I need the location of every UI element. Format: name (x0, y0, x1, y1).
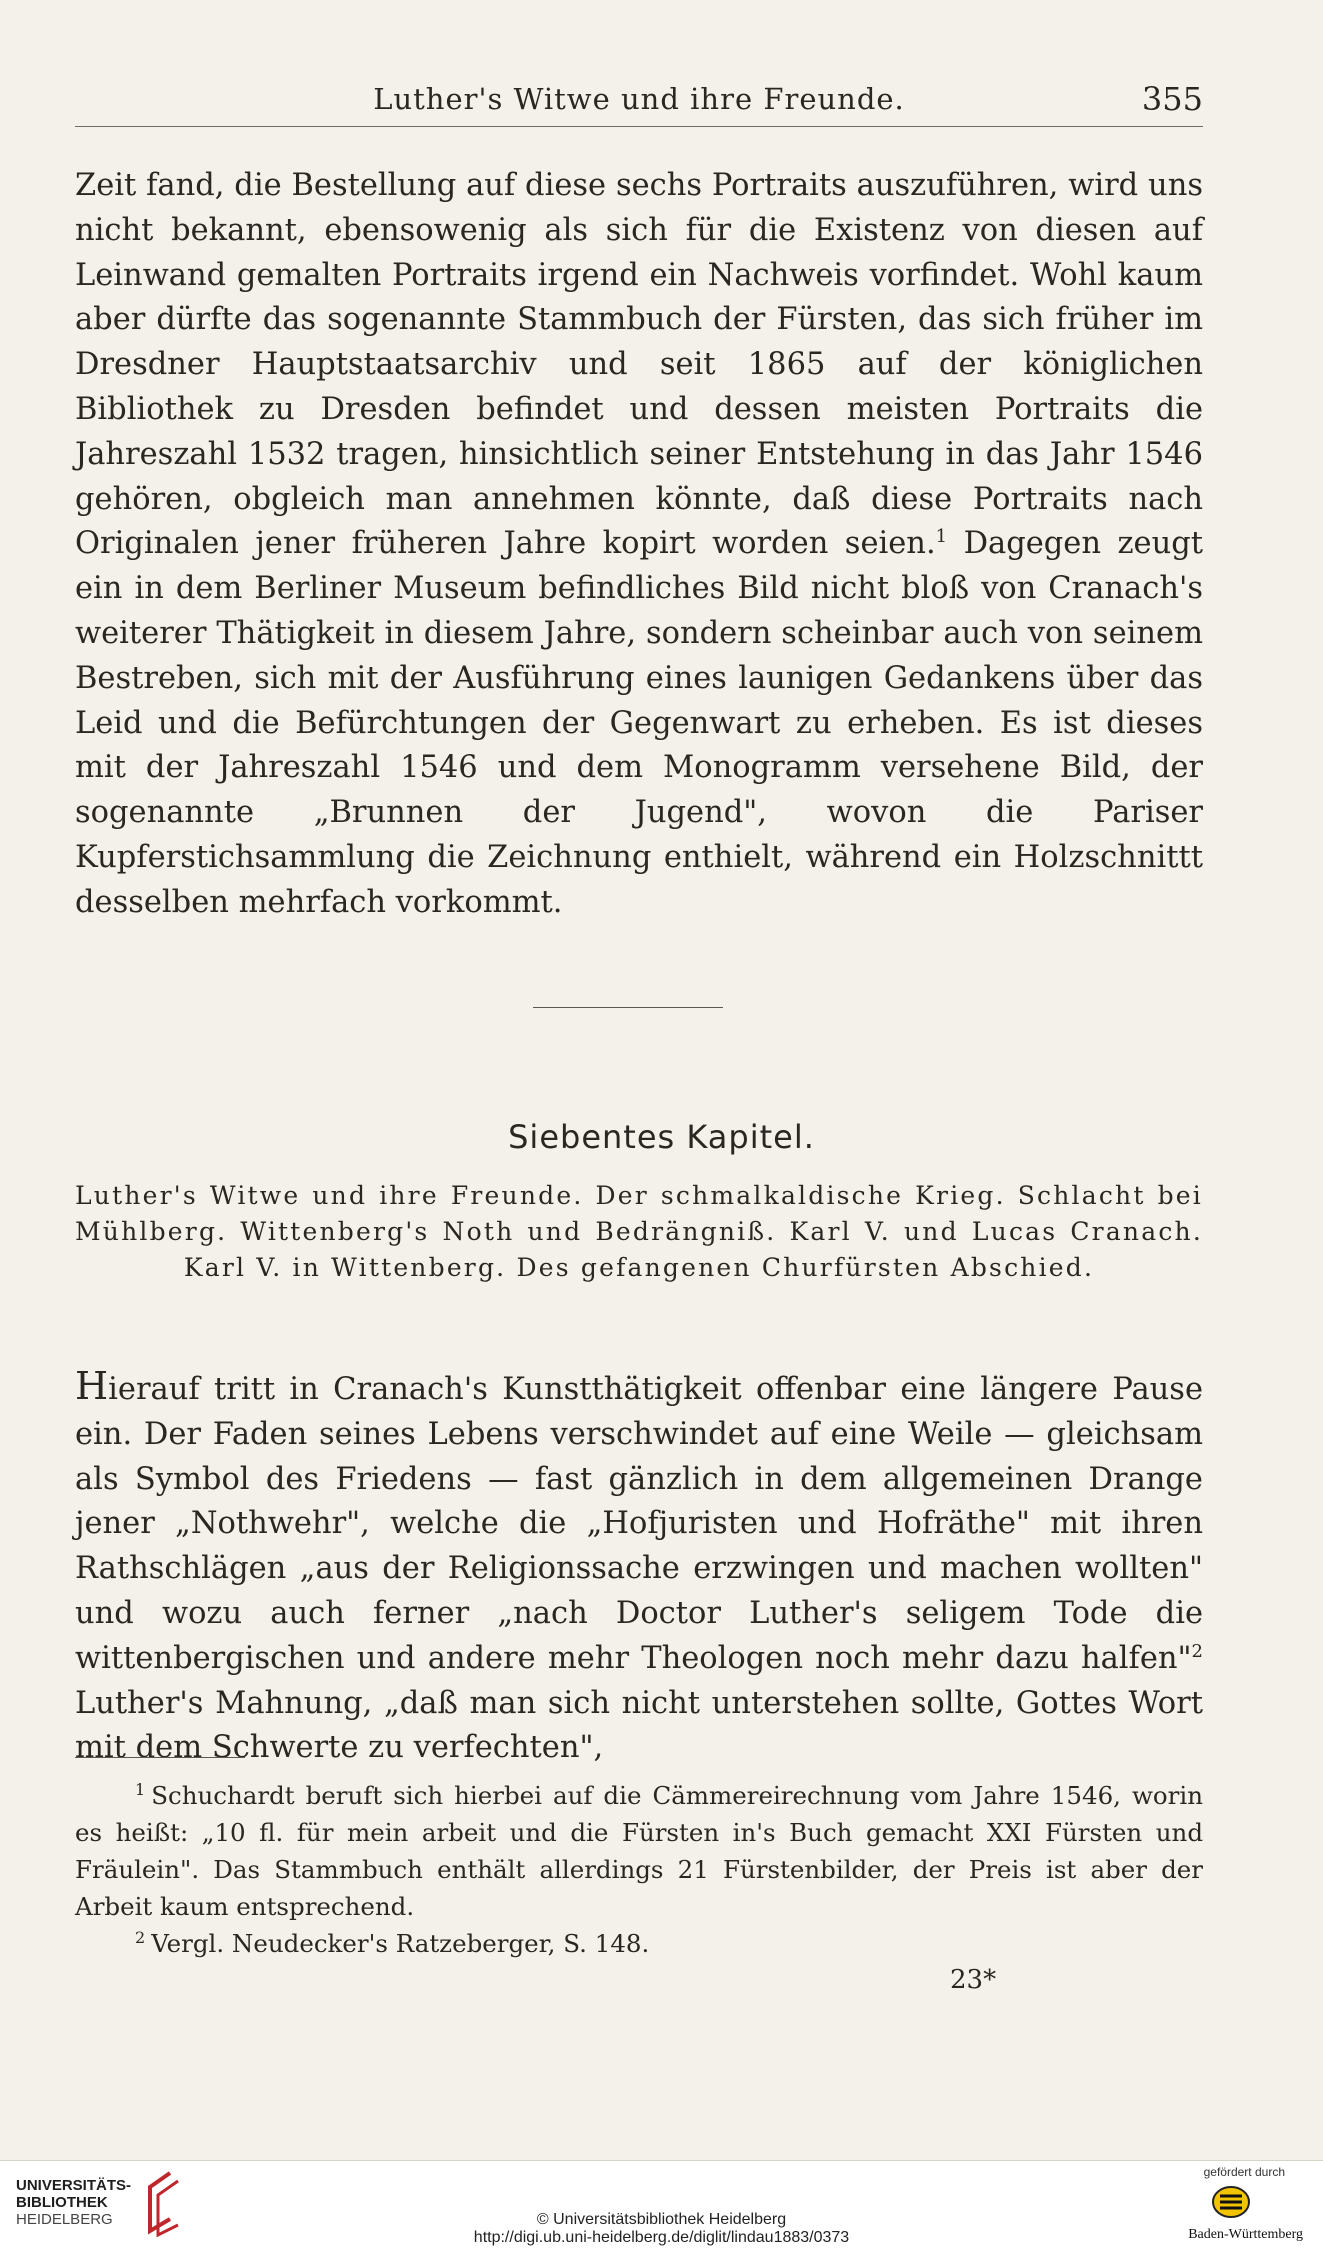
paragraph-text: Zeit fand, die Bestellung auf diese sechs Portraits auszuführen, wird uns nicht bekannt, ebensowenig als sich für die Existenz von diesen auf Leinwand gemalten Portraits irgend ein Nachweis vorfindet. Wohl kaum aber dürfte das sogenannte Stammbuch der Fürsten, das sich früher im Dresdner Hauptstaatsarchiv und seit 1865 auf der königlichen Bibliothek zu Dresden befindet und dessen meisten Portraits die Jahreszahl 1532 tragen, hinsichtlich seiner Entstehung in das Jahr 1546 gehören, obgleich man annehmen könnte, daß diese Portraits nach Originalen jener früheren Jahre kopirt worden seien. (75, 168, 1203, 562)
printer-signature: 23* (950, 1965, 997, 1995)
footnote-2 (75, 1925, 1203, 1962)
sponsor-name[interactable]: Baden-Württemberg (1188, 2227, 1303, 2242)
section-divider (533, 1007, 723, 1008)
library-name-line: UNIVERSITÄTS- (16, 2177, 132, 2194)
paragraph-text: Luther's Mahnung, „daß man sich nicht unterstehen sollte, Gottes Wort mit dem Schwerte zu verfechten", (75, 1685, 1203, 1766)
source-url-link[interactable]: http://digi.ub.uni-heidelberg.de/diglit/lindau1883/0373 (473, 2229, 850, 2246)
copyright-block (0, 2211, 1323, 2247)
initial-letter: H (75, 1364, 109, 1408)
sponsor-label: gefördert durch (1203, 2165, 1285, 2179)
library-name-line: HEIDELBERG (16, 2211, 113, 2228)
footnotes (75, 1777, 1203, 1962)
digitization-footer (0, 2160, 1323, 2252)
running-title: Luther's Witwe und ihre Freunde. (373, 82, 905, 116)
paragraph-text: ierauf tritt in Cranach's Kunstthätigkeit offenbar eine längere Pause ein. Der Faden seines Lebens verschwindet auf eine Weile — gleichsam als Symbol des Friedens — fast gänzlich in dem allgemeinen Drange jener „Nothwehr", welche die „Hofjuristen und Hofräthe" mit ihren Rathschlägen „aus der Religionssache erzwingen und machen wollten" und wozu auch ferner „nach Doctor Luther's seligem Tode die wittenbergischen und andere mehr Theologen noch mehr dazu halfen" (75, 1372, 1203, 1676)
paragraph-text: Dagegen zeugt ein in dem Berliner Museum befindliches Bild nicht bloß von Cranach's weiterer Thätigkeit in diesem Jahre, sondern scheinbar auch von seinem Bestreben, sich mit der Ausführung eines launigen Gedankens über das Leid und die Befürchtungen der Gegenwart zu erheben. Es ist dieses mit der Jahreszahl 1546 und dem Monogramm versehene Bild, der sogenannte „Brunnen der Jugend", wovon die Pariser Kupferstichsammlung die Zeichnung enthielt, während ein Holzschnittt desselben mehrfach vorkommt. (75, 526, 1203, 920)
chapter-summary: Luther's Witwe und ihre Freunde. Der schmalkaldische Krieg. Schlacht bei Mühlberg. Wittenberg's Noth und Bedrängniß. Karl V. und Lucas Cranach. Karl V. in Wittenberg. Des gefangenen Churfürsten Abschied. (75, 1181, 1203, 1282)
footnote-text: Vergl. Neudecker's Ratzeberger, S. 148. (151, 1929, 650, 1958)
footnote-number: 1 (135, 1779, 146, 1799)
chapter-title: Siebentes Kapitel. (508, 1118, 815, 1156)
footnote-number: 2 (135, 1927, 146, 1947)
body-paragraph-2 (75, 1364, 1203, 1771)
footnote-reference[interactable]: 1 (935, 526, 948, 548)
copyright-notice: © Universitätsbibliothek Heidelberg (536, 2211, 787, 2228)
running-head (75, 78, 1203, 127)
library-name-line: BIBLIOTHEK (16, 2194, 108, 2211)
footnote-1 (75, 1777, 1203, 1925)
body-paragraph-1 (75, 164, 1203, 926)
footnote-text: Schuchardt beruft sich hierbei auf die Cämmereirechnung vom Jahre 1546, worin es heißt: „10 fl. für mein arbeit und die Fürsten in's Buch gemacht XXI Fürsten und Fräulein". Das Stammbuch enthält allerdings 21 Fürstenbilder, der Preis ist aber der Arbeit kaum entsprechend. (75, 1781, 1203, 1921)
state-crest-icon (1211, 2185, 1251, 2219)
footnote-reference[interactable]: 2 (1191, 1640, 1203, 1662)
footnote-divider (75, 1757, 245, 1758)
page-number: 355 (1141, 80, 1203, 118)
